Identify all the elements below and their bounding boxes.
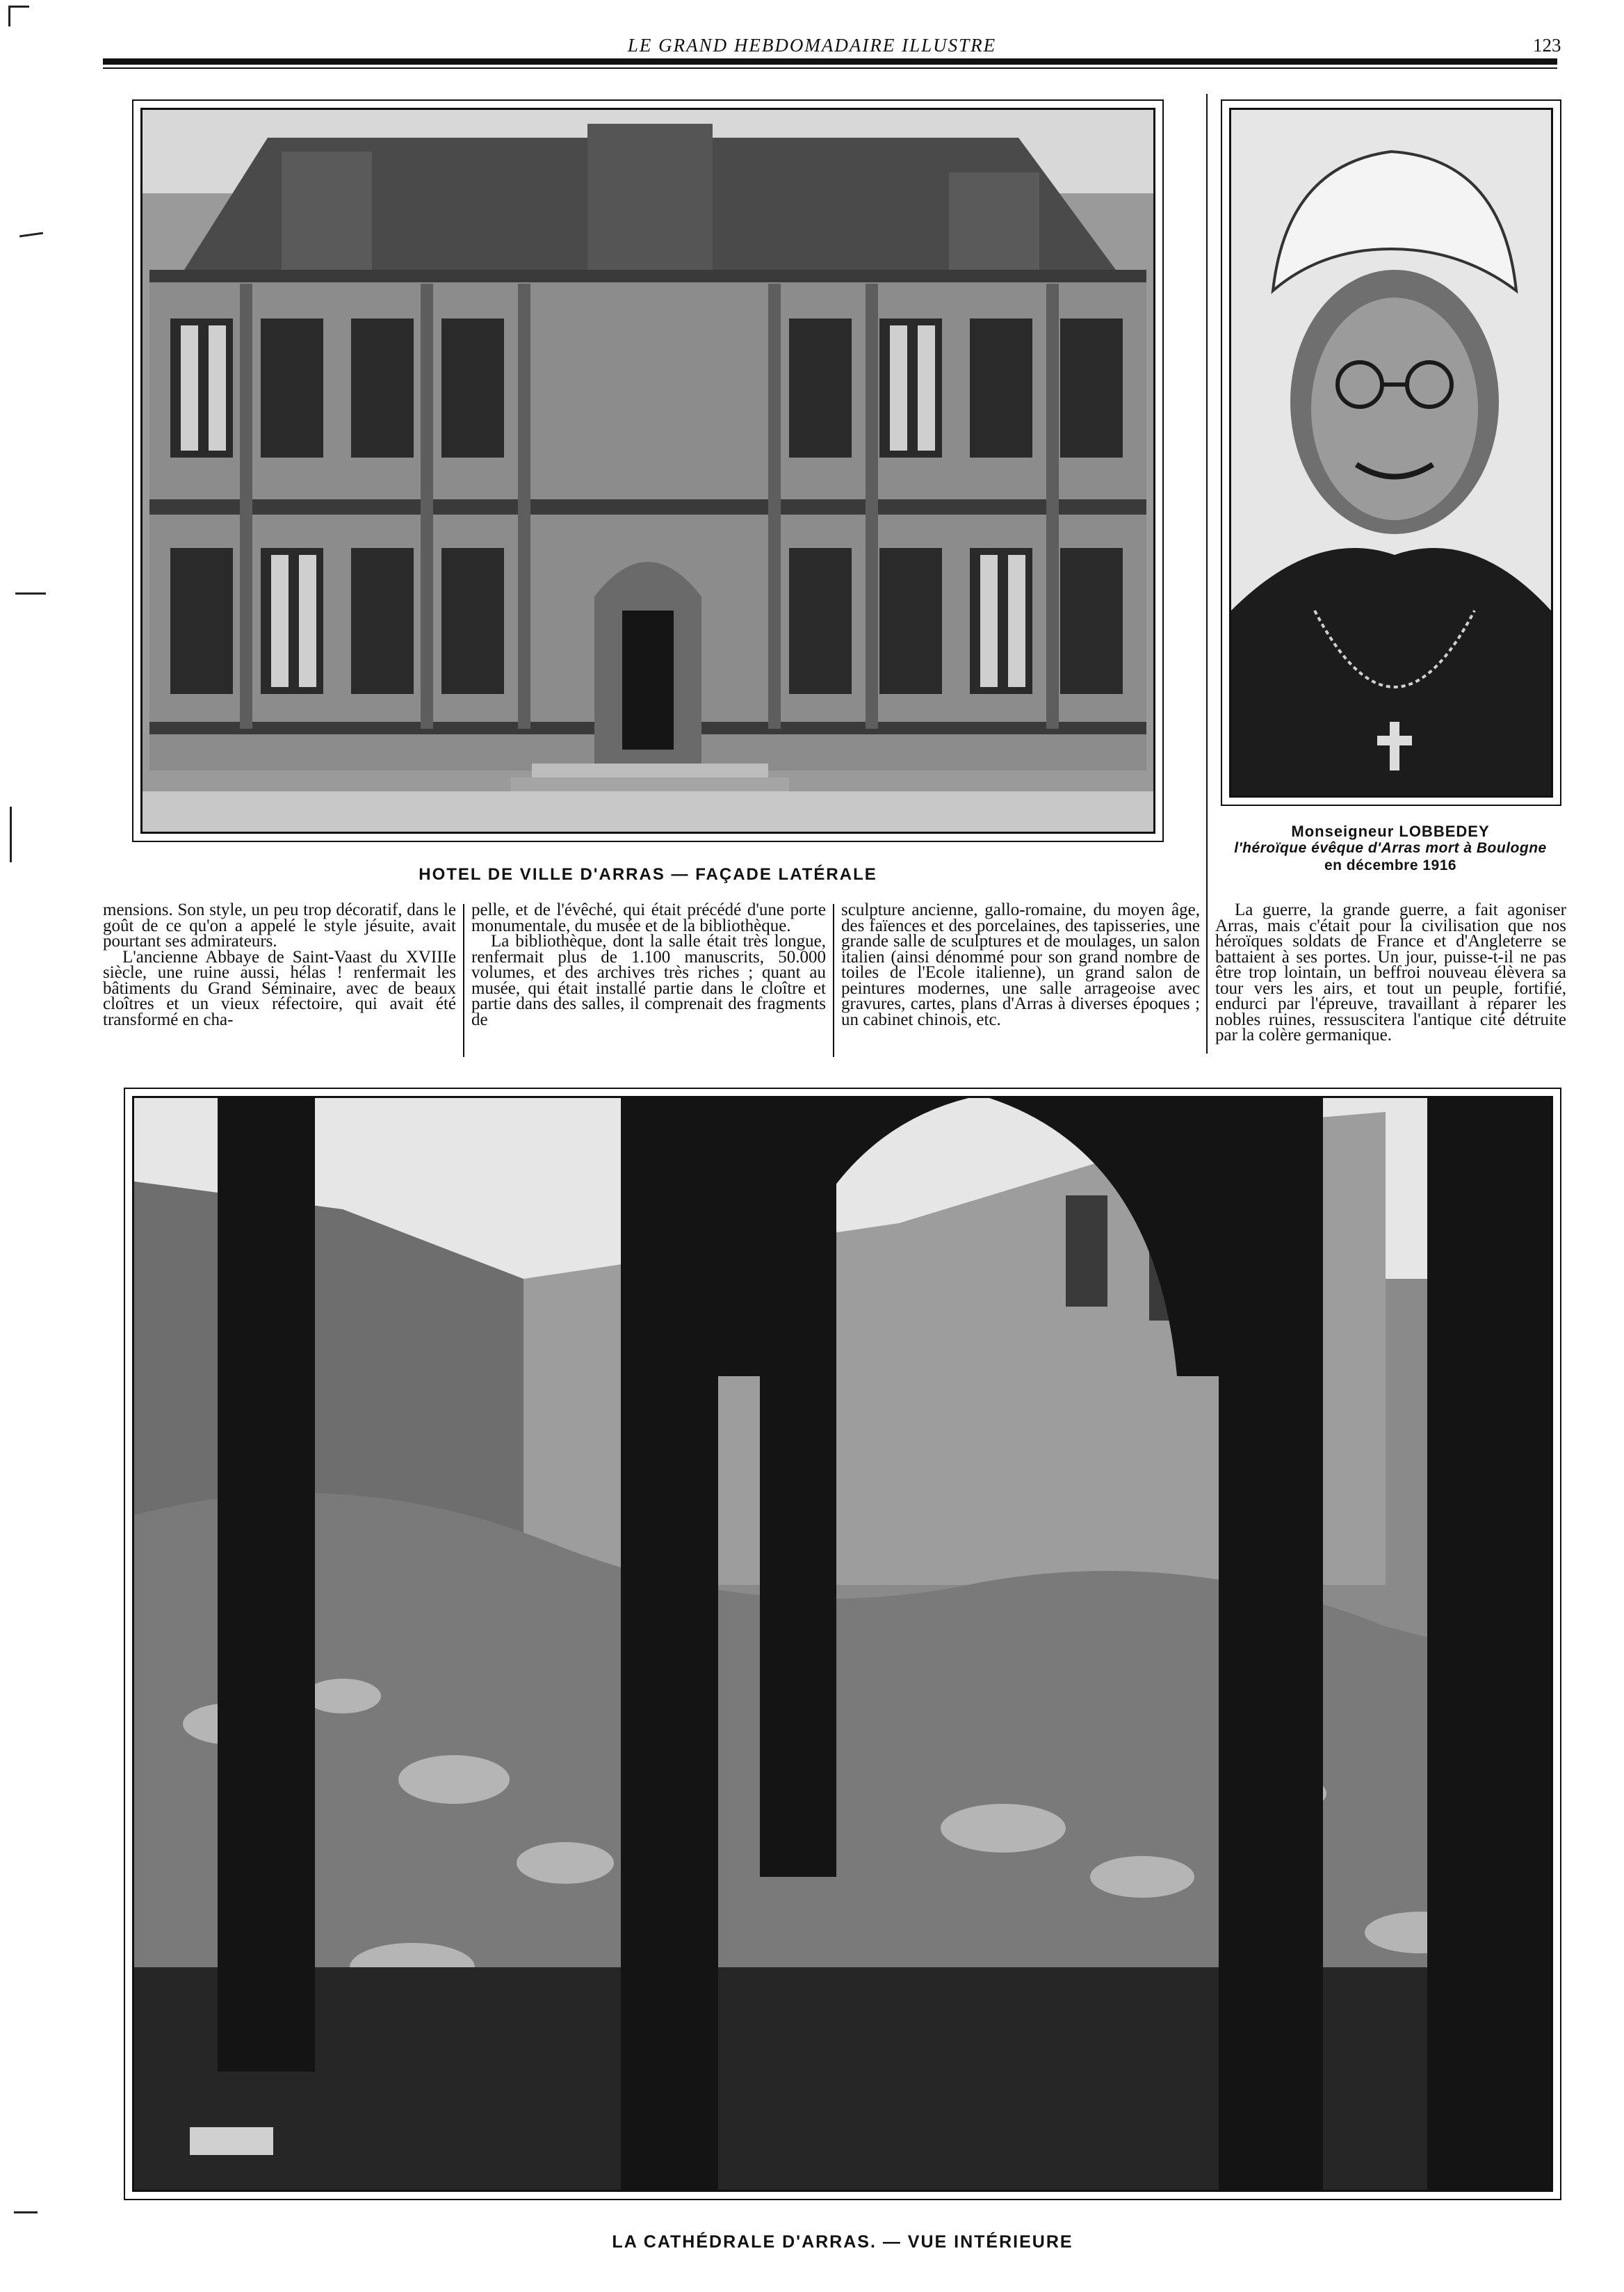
cathedral-ruins-drawing bbox=[134, 1098, 1551, 2190]
page-number: 123 bbox=[1533, 35, 1561, 56]
article-paragraph: L'ancienne Abbaye de Saint-Vaast du XVIIIe siècle, une ruine aussi, hélas ! renfermait les bâtiments du Grand Séminaire, avec de beaux cloîtres et un vieux réfectoire, qui avait été transformé en cha- bbox=[103, 947, 456, 1029]
article-paragraph: La guerre, la grande guerre, a fait agoniser Arras, mais c'était pour la civilisation que nos héroïques soldats de France et d'Angleterre se battaient à ses portes. Un jour, puisse-t-il ne pas être trop lointain, un beffroi nouveau élèvera sa tour vers les airs, et tout un peuple, fortifié, endurci par l'épreuve, travaillant à réparer les nobles ruines, ressuscitera l'antique cité détruite par la colère germanique. bbox=[1215, 903, 1566, 1044]
article-paragraph: sculpture ancienne, gallo-romaine, du moyen âge, des faïences et des porcelaines, des tapisseries, une grande salle de sculptures et de moulages, un salon italien (ainsi dénommé pour son grand nombre de toiles de l'Ecole italienne), un grand salon de peintures modernes, une salle arrageoise avec gravures, cartes, plans d'Arras à diverses époques ; un cabinet chinois, etc. bbox=[841, 903, 1200, 1029]
article-column-2 bbox=[471, 903, 826, 1060]
article-column-1 bbox=[103, 903, 456, 1060]
scan-corner-mark bbox=[8, 6, 10, 26]
header-rule-thin bbox=[103, 67, 1557, 69]
scan-corner-mark bbox=[8, 6, 29, 8]
scan-margin-mark bbox=[10, 807, 12, 862]
hotel-de-ville-photo-frame bbox=[132, 99, 1164, 842]
bishop-portrait-drawing bbox=[1231, 110, 1551, 796]
portrait-caption-name: Monseigneur LOBBEDEY bbox=[1291, 823, 1490, 840]
running-header-title: LE GRAND HEBDOMADAIRE ILLUSTRE bbox=[627, 35, 997, 56]
cathedral-interior-photo bbox=[132, 1096, 1553, 2192]
column-rule bbox=[833, 904, 834, 1057]
column-rule bbox=[1206, 94, 1208, 1054]
cathedral-photo-frame bbox=[124, 1088, 1561, 2200]
header-rule bbox=[103, 58, 1557, 65]
article-paragraph: mensions. Son style, un peu trop décoratif, dans le goût de ce qu'on a appelé le style jésuite, avait pourtant ses admirateurs. bbox=[103, 903, 456, 951]
article-paragraph: pelle, et de l'évêché, qui était précédé d'une porte monumentale, du musée et de la bibliothèque. bbox=[471, 903, 826, 935]
portrait-caption-line3: en décembre 1916 bbox=[1324, 857, 1457, 873]
bishop-portrait-photo bbox=[1229, 108, 1553, 798]
hotel-de-ville-caption: HOTEL DE VILLE D'ARRAS — FAÇADE LATÉRALE bbox=[419, 865, 877, 884]
scan-margin-mark bbox=[15, 592, 46, 595]
hotel-de-ville-photo bbox=[140, 108, 1155, 834]
article-paragraph: La bibliothèque, dont la salle était très longue, renfermait plus de 1.100 manuscrits, 50.000 volumes, et des archives très riches ; quant au musée, qui était installé partie dans le cloître et partie dans des salles, il comprenait des fragments de bbox=[471, 932, 826, 1029]
scan-margin-mark bbox=[14, 2211, 38, 2213]
portrait-photo-frame bbox=[1221, 99, 1561, 806]
article-column-3 bbox=[841, 903, 1200, 1060]
portrait-caption-line2: l'héroïque évêque d'Arras mort à Boulogne bbox=[1234, 840, 1547, 856]
hotel-facade-drawing bbox=[143, 110, 1153, 832]
column-rule bbox=[463, 904, 464, 1057]
scan-margin-mark bbox=[19, 232, 43, 238]
article-column-4 bbox=[1215, 903, 1566, 1060]
cathedral-caption: LA CATHÉDRALE D'ARRAS. — VUE INTÉRIEURE bbox=[612, 2232, 1073, 2252]
